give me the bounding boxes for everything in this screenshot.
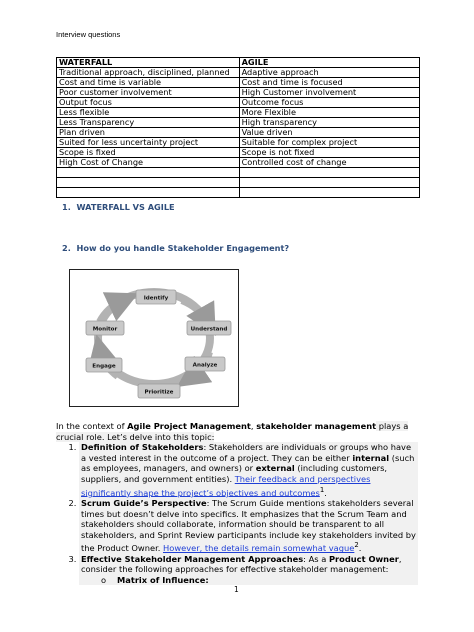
stakeholder-cycle-diagram [69,269,239,407]
points-list [56,442,418,585]
item1-internal: internal [352,452,390,463]
agile-cell: Scope is not fixed [239,148,419,158]
node-identify [136,290,176,304]
node-understand-label: Understand [190,326,228,333]
waterfall-cell [57,168,240,178]
page-number: 1 [234,585,239,594]
item1-external: external [255,463,295,474]
node-identify-label: Identify [143,295,169,302]
waterfall-cell [57,178,240,188]
waterfall-cell [57,188,240,198]
item3-bold-product-owner: Product Owner [328,553,399,564]
table-row [57,128,420,138]
agile-cell: High Customer involvement [239,88,419,98]
agile-cell: Outcome focus [239,98,419,108]
list-item [79,498,418,554]
item2-text: : The Scrum Guide mentions stakeholders several times but doesn’t delve into specifics. It emphasizes that the Scrum Team and stakeholders should collaborate, information should be transparent to all stakeholders, and Sprint Review participants include key stakeholders invited by the Product Owner. [81,497,416,554]
table-row [57,168,420,178]
item1-text-b: (such as employees, managers, and owners) or [81,452,415,474]
intro-text-3: plays a crucial role. Let’s delve into this topic: [56,421,409,442]
agile-cell: High transparency [239,118,419,128]
question-1-text: WATERFALL VS AGILE [76,202,175,212]
node-monitor [86,321,124,335]
item1-title: Definition of Stakeholders [81,442,204,453]
waterfall-cell: Output focus [57,98,240,108]
node-engage [86,358,122,372]
item2-end: . [358,543,362,554]
agile-cell: More Flexible [239,108,419,118]
node-understand [187,321,231,335]
agile-cell: Adaptive approach [239,68,419,78]
sub-list-item [101,574,418,586]
table-header-waterfall: WATERFALL [57,58,240,68]
list-item [79,554,418,586]
item1-footnote[interactable]: 1 [319,485,325,494]
waterfall-cell: Plan driven [57,128,240,138]
agile-cell [239,178,419,188]
question-2-heading [62,243,289,253]
table-row [57,108,420,118]
table-body [57,68,420,198]
sub-bullet: o [101,574,107,585]
agile-cell: Controlled cost of change [239,158,419,168]
waterfall-cell: Less flexible [57,108,240,118]
cycle-arrow-1 [182,300,208,322]
agile-cell: Cost and time is focused [239,78,419,88]
cycle-svg [70,270,238,406]
table-header-row [57,58,420,68]
item3-text-a: : As a [303,553,329,564]
waterfall-cell: Poor customer involvement [57,88,240,98]
item2-source-link[interactable]: However, the details remain somewhat vague [163,543,355,554]
agile-cell [239,188,419,198]
waterfall-cell: Suited for less uncertainty project [57,138,240,148]
table-row [57,138,420,148]
question-1-heading [62,202,175,212]
table-row [57,188,420,198]
item2-title: Scrum Guide’s Perspective [81,497,207,508]
table-row [57,68,420,78]
waterfall-cell: Cost and time is variable [57,78,240,88]
table-row [57,88,420,98]
agile-cell: Suitable for complex project [239,138,419,148]
page-header: Interview questions [56,30,121,39]
intro-text-2: , [250,421,257,431]
waterfall-cell: High Cost of Change [57,158,240,168]
question-2-number: 2. [62,243,71,253]
waterfall-cell: Less Transparency [57,118,240,128]
table-row [57,178,420,188]
item1-end: . [324,487,327,498]
node-analyze-label: Analyze [192,362,218,369]
item1-text-a: : Stakeholders are individuals or groups who have a vested interest in the outcome of a project. They can be either [81,442,412,463]
item1-source-link[interactable]: Their feedback and perspectives significantly shape the project’s objectives and outcomes [81,473,371,498]
intro-bold-agile: Agile Project Management [127,421,251,431]
list-item [79,442,418,498]
table-row [57,158,420,168]
node-prioritize-label: Prioritize [144,389,174,396]
comparison-table [56,57,420,198]
intro-bold-stakeholder: stakeholder management [256,421,377,431]
table-row [57,118,420,128]
intro-text-1: In the context of [56,421,128,431]
item3-text-b: , consider the following approaches for effective stakeholder management: [81,553,402,575]
question-2-text: How do you handle Stakeholder Engagement? [76,243,290,253]
cycle-arrow-4 [100,300,124,322]
sub-item-end: : [205,574,209,585]
table-header-agile: AGILE [239,58,419,68]
node-engage-label: Engage [92,363,116,370]
node-analyze [185,357,225,371]
agile-cell [239,168,419,178]
waterfall-cell: Scope is fixed [57,148,240,158]
item3-title: Effective Stakeholder Management Approaches [81,553,304,564]
stakeholder-article [56,421,418,585]
question-1-number: 1. [62,202,71,212]
sub-list [81,575,418,586]
item1-text-c: (including customers, suppliers, and government entities). [81,463,388,484]
sub-item-text: Matrix of Influence [117,574,206,585]
table-row [57,98,420,108]
node-prioritize [138,384,180,398]
node-monitor-label: Monitor [92,326,118,333]
intro-paragraph [56,421,418,442]
table-row [57,148,420,158]
table-row [57,78,420,88]
item2-footnote[interactable]: 2 [354,541,359,550]
waterfall-cell: Traditional approach, disciplined, planned [57,68,240,78]
agile-cell: Value driven [239,128,419,138]
